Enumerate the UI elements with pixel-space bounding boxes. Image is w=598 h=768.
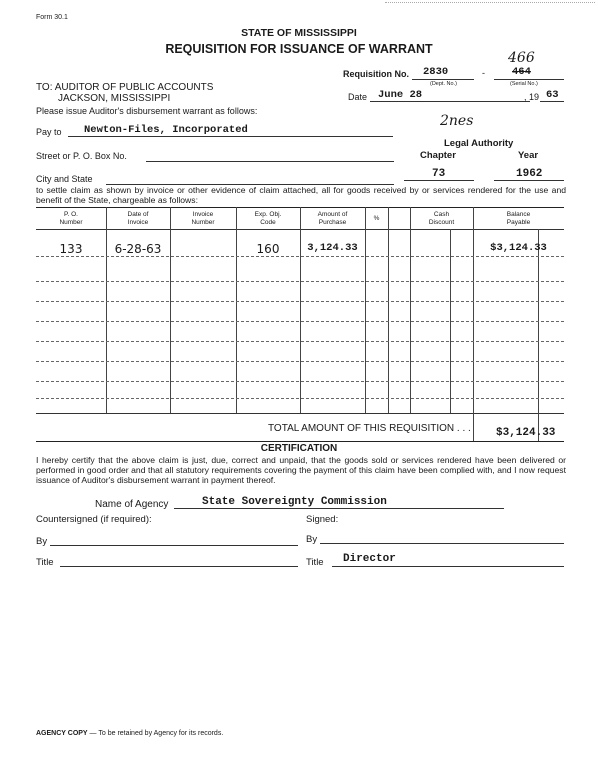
serial-handwritten: 466	[508, 50, 535, 66]
table-cell-balance: $3,124.33	[490, 242, 547, 254]
please-issue-line: Please issue Auditor's disbursement warrant as follows:	[36, 106, 258, 116]
agency-value: State Sovereignty Commission	[202, 496, 387, 508]
col-header-code: Exp. Obj. Code	[254, 211, 282, 226]
state-heading: STATE OF MISSISSIPPI	[241, 27, 357, 39]
col-header-balance: Balance Payable	[506, 211, 531, 226]
year-prefix: , 19	[524, 92, 540, 102]
countersigned-label: Countersigned (if required):	[36, 514, 152, 525]
col-header-pct: %	[373, 215, 380, 222]
certification-title: CERTIFICATION	[260, 443, 338, 454]
title-value: Director	[343, 553, 396, 565]
by-label-right: By	[306, 534, 318, 545]
chapter-value: 73	[432, 168, 446, 180]
payee-name: Newton-Files, Incorporated	[84, 124, 248, 136]
date-year: 63	[546, 89, 559, 101]
auditor-line: TO: AUDITOR OF PUBLIC ACCOUNTS	[36, 82, 214, 93]
pay-to-label: Pay to	[36, 127, 62, 137]
col-header-date: Date of Invoice	[127, 211, 149, 226]
handwritten-initials: 2nes	[440, 113, 474, 129]
agency-label: Name of Agency	[95, 499, 169, 510]
footer-text: — To be retained by Agency for its records.	[87, 730, 224, 737]
dept-number: 2830	[423, 66, 449, 78]
footer-bold: AGENCY COPY	[36, 730, 88, 737]
form-number: Form 30.1	[36, 14, 68, 21]
jackson-line: JACKSON, MISSISSIPPI	[58, 93, 171, 104]
total-value: $3,124.33	[496, 427, 556, 439]
total-label: TOTAL AMOUNT OF THIS REQUISITION . . .	[268, 423, 471, 434]
date-label: Date	[348, 92, 368, 102]
table-cell-po: 133	[59, 242, 83, 256]
table-cell-date: 6-28-63	[114, 242, 162, 256]
table-cell-amount: 3,124.33	[307, 242, 358, 254]
col-header-discount: Cash Discount	[428, 211, 455, 226]
serial-caption: (Serial No.)	[510, 81, 538, 87]
city-label: City and State	[36, 174, 93, 184]
chapter-label: Chapter	[420, 150, 456, 161]
table-cell-code: 160	[256, 242, 280, 256]
top-perforation	[385, 2, 595, 3]
form-title: REQUISITION FOR ISSUANCE OF WARRANT	[165, 42, 433, 56]
serial-number-struck: 464	[512, 66, 531, 78]
certification-text: I hereby certify that the above claim is just, due, correct and unpaid, that the goods sold or services rendered have been delivered or performed in good order and that all statutory requirements covering the payment of this claim have been complied with, and I now request issuance of Auditor's disbursement warrant in payment thereof.	[36, 455, 566, 485]
legal-authority-label: Legal Authority	[444, 138, 514, 149]
col-header-po: P. O. Number	[59, 211, 83, 226]
by-label-left: By	[36, 536, 48, 547]
title-label-right: Title	[306, 557, 324, 568]
col-header-amount: Amount of Purchase	[317, 211, 348, 226]
col-header-invoice: Invoice Number	[191, 211, 215, 226]
date-value: June 28	[378, 89, 423, 101]
signed-label: Signed:	[306, 514, 339, 525]
year-label: Year	[518, 150, 539, 161]
settle-text: to settle claim as shown by invoice or other evidence of claim attached, all for goods received by or services rendered for the use and benefit of the State, chargeable as follows:	[36, 185, 566, 205]
title-label-left: Title	[36, 557, 54, 568]
footer-note	[36, 730, 223, 737]
dept-caption: (Dept. No.)	[430, 81, 457, 87]
street-label: Street or P. O. Box No.	[36, 151, 127, 161]
year-value: 1962	[516, 168, 543, 180]
requisition-label: Requisition No.	[343, 69, 409, 79]
